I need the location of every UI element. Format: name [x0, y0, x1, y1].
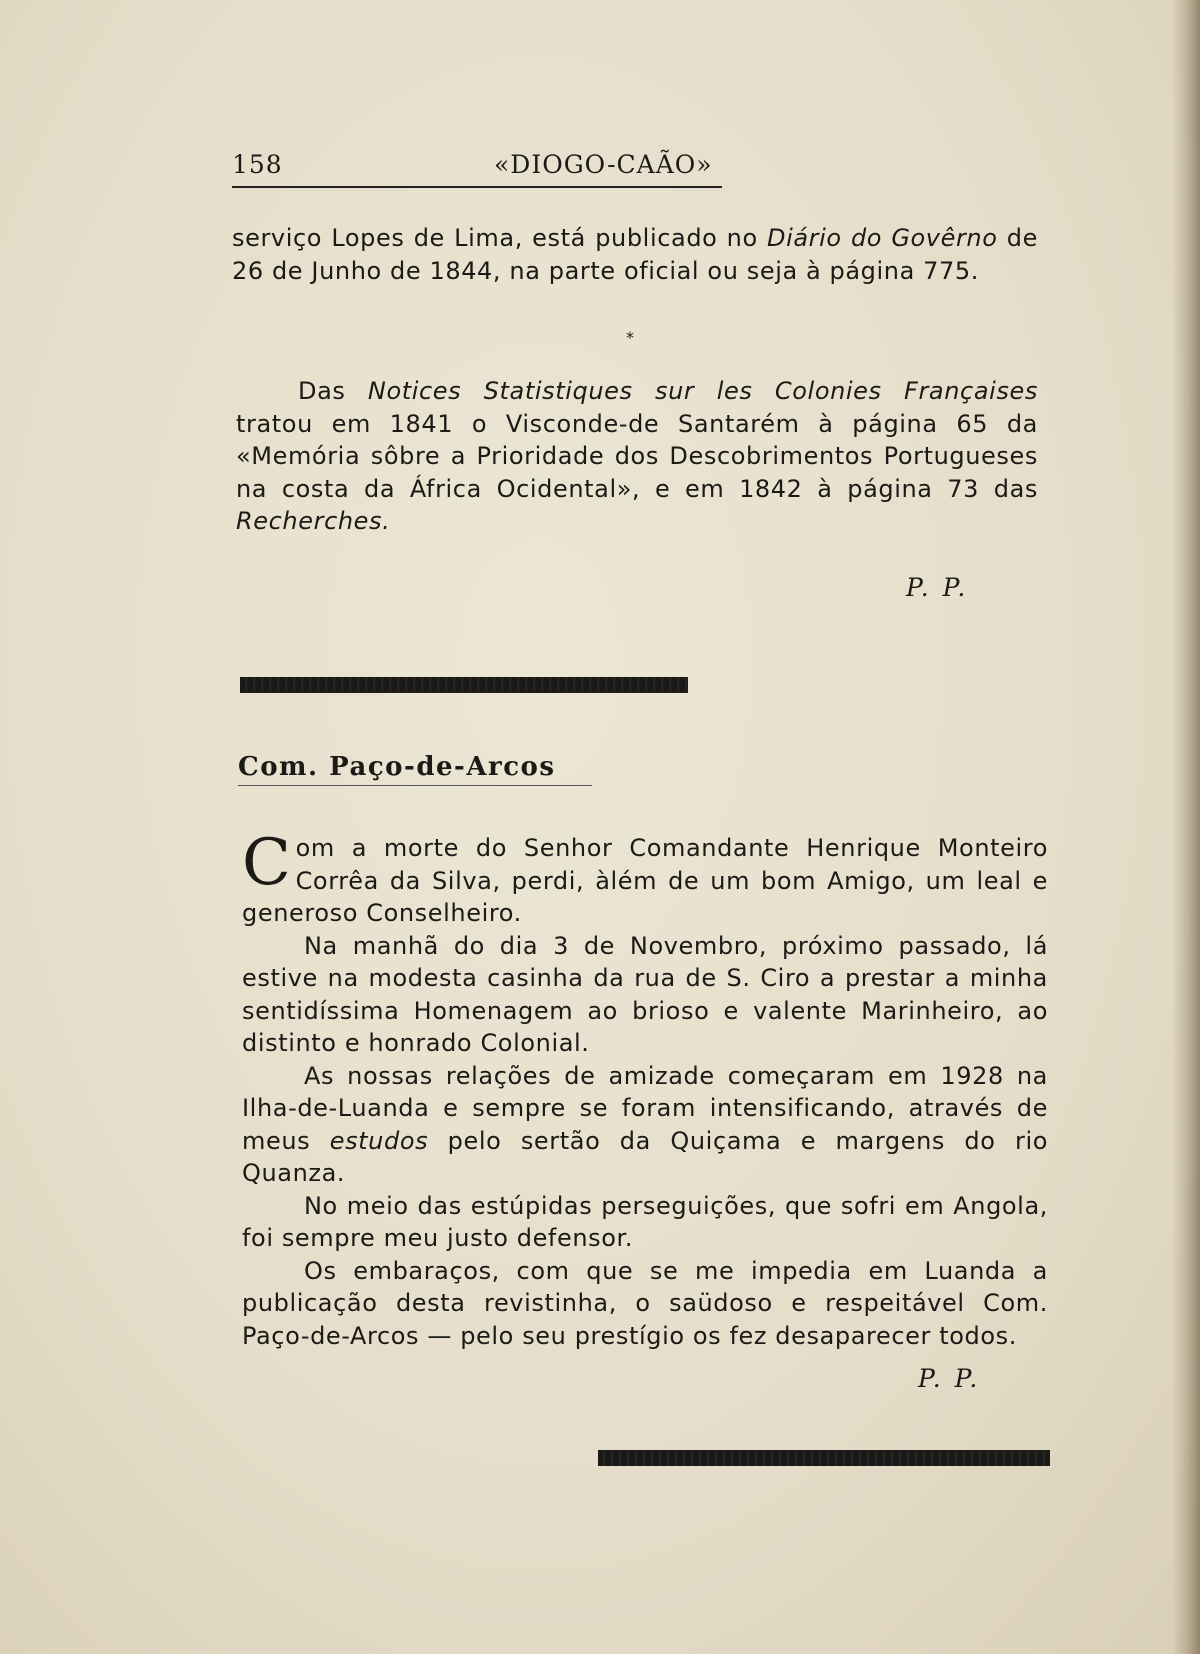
obituary-article [242, 826, 1048, 1352]
drop-cap: C [242, 826, 292, 900]
paragraph-embaracos: Os embaraços, com que se me impedia em Luanda a publicação desta revistinha, o saüdoso e respeitável Com. Paço-de-Arcos — pelo seu prestígio os fez desaparecer todos. [242, 1256, 1048, 1350]
italic-diario-do-governo: Diário do Govêrno [767, 224, 998, 252]
header-rule [232, 186, 722, 188]
book-spine-shadow [1172, 0, 1200, 1654]
signature-first: P. P. [906, 573, 969, 602]
paragraph-perseguicoes: No meio das estúpidas perseguições, que sofri em Angola, foi sempre meu justo defensor. [242, 1191, 1048, 1252]
italic-estudos: estudos [329, 1126, 429, 1155]
intro-paragraph [232, 222, 1038, 287]
section-title-rule [238, 785, 592, 786]
page-number: 158 [232, 150, 283, 179]
paragraph-notices: Das Notices Statistiques sur les Colonies Françaises tratou em 1841 o Visconde-de Santarém à página 65 da «Memória sôbre a Prioridade dos Descobrimentos Portugueses na costa da África Ocidental», e em 1842 à página 73 das Recherches. [236, 377, 1038, 535]
paragraph-lopes-de-lima: serviço Lopes de Lima, está publicado no Diário do Govêrno de 26 de Junho de 1844, na parte oficial ou seja à página 775. [232, 224, 1038, 285]
end-divider-bar [598, 1450, 1050, 1466]
section-divider-bar [240, 677, 688, 693]
notices-paragraph [236, 375, 1038, 538]
section-title: Com. Paço-de-Arcos [238, 752, 556, 782]
paragraph-opening: Com a morte do Senhor Comandante Henrique Monteiro Corrêa da Silva, perdi, àlém de um bom Amigo, um leal e generoso Conselheiro. [242, 826, 1048, 927]
section-asterisk: * [626, 328, 634, 347]
running-title: «DIOGO-CAÃO» [494, 150, 713, 179]
paragraph-relacoes: As nossas relações de amizade começaram em 1928 na Ilha-de-Luanda e sempre se foram intensificando, através de meus estudos pelo sertão da Quiçama e margens do rio Quanza. [242, 1061, 1048, 1187]
paragraph-novembro: Na manhã do dia 3 de Novembro, próximo passado, lá estive na modesta casinha da rua de S. Ciro a prestar a minha sentidíssima Homenagem ao brioso e valente Marinheiro, ao distinto e honrado Colonial. [242, 931, 1048, 1057]
italic-notices-title: Notices Statistiques sur les Colonies Françaises [367, 377, 1038, 405]
italic-recherches: Recherches. [236, 507, 391, 535]
signature-second: P. P. [918, 1364, 981, 1393]
page-header [232, 150, 722, 186]
